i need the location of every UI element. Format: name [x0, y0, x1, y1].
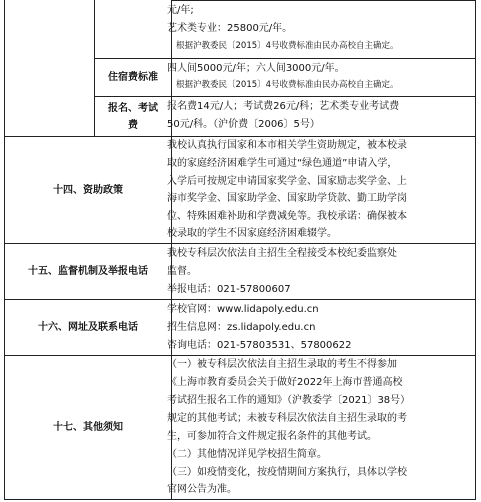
financial-aid-line: 取的家庭经济困难学生可通过“绿色通道”申请入学，: [167, 158, 398, 169]
exam-fee-line: 报名费14元/人；考试费26元/科；艺术类专业考试费: [167, 101, 400, 112]
notes-label: [5, 356, 171, 499]
fee-note: 根据沪教委民〔2015〕4号收费标准由民办高校自主确定。: [176, 41, 399, 51]
financial-aid-line: 校录取的学生不因家庭经济困难辍学。: [167, 228, 337, 239]
contact-phone: 咨询电话：021-57803531、57800622: [167, 340, 352, 351]
notes-line: 生，可参加符合文件规定报名条件的其他考试。: [167, 431, 377, 442]
school-website: 学校官网：www.lidapoly.edu.cn: [167, 304, 319, 315]
row-divider: [4, 499, 476, 500]
financial-aid-line: 海市奖学金、国家助学金、国家助学贷款、勤工助学岗: [167, 193, 407, 204]
exam-fees-label-line1: 报名、考试: [108, 102, 158, 114]
notes-label-text: 十七、其他须知: [53, 422, 123, 433]
notes-line: （三）如疫情变化，按疫情期间方案执行，具体以学校: [167, 467, 407, 478]
financial-aid-line: 我校认真执行国家和本市相关学生资助规定，被本校录: [167, 140, 407, 151]
accommodation-line: 四人间5000元/年；六人间3000元/年。: [167, 63, 345, 74]
exam-fees-label: [95, 97, 171, 136]
notes-line: 规定的其他考试；未被专科层次依法自主招生录取的考: [167, 413, 407, 424]
supervision-label-text: 十五、监督机制及举报电话: [28, 266, 148, 277]
exam-fees-label-line2: 费: [128, 119, 138, 131]
supervision-label: [5, 244, 171, 299]
notes-line: （一）被专科层次依法自主招生录取的考生不得参加: [167, 359, 397, 370]
supervision-line: 我校专科层次依法自主招生全程接受本校纪委监察处: [167, 248, 397, 259]
financial-aid-line: 入学后可按规定申请国家奖学金、国家励志奖学金、上: [167, 176, 407, 187]
admission-website: 招生信息网：zs.lidapoly.edu.cn: [167, 322, 316, 333]
contact-label-text: 十六、网址及联系电话: [38, 322, 138, 333]
notes-line: （二）其他情况详见学校招生简章。: [167, 449, 327, 460]
fee-line: 元/年;: [167, 5, 194, 16]
notes-line: 《上海市教育委员会关于做好2022年上海市普通高校: [167, 377, 403, 388]
supervision-phone: 举报电话：021-57800607: [167, 284, 291, 295]
accommodation-note: 根据沪教委民〔2015〕4号收费标准由民办高校自主确定。: [176, 80, 399, 90]
accommodation-label: [95, 59, 171, 96]
row-divider: [171, 0, 476, 1]
notes-line: 官网公告为准。: [167, 484, 237, 495]
financial-aid-line: 位、特殊困难补助和学费减免等。我校承诺：确保被本: [167, 211, 407, 222]
admission-info-table: [4, 0, 476, 500]
col-divider: [475, 0, 476, 500]
supervision-line: 监督。: [167, 266, 197, 277]
financial-aid-label-text: 十四、资助政策: [53, 184, 123, 196]
financial-aid-label: [5, 137, 171, 243]
notes-line: 考试招生报名工作的通知》（沪教委学〔2021〕38号）: [167, 395, 411, 406]
fee-line: 艺术类专业：25800元/年。: [167, 23, 293, 34]
accommodation-label-text: 住宿费标准: [108, 72, 158, 83]
exam-fee-line: 50元/科。（沪价费〔2006〕5号）: [167, 119, 320, 130]
contact-label: [5, 300, 171, 355]
